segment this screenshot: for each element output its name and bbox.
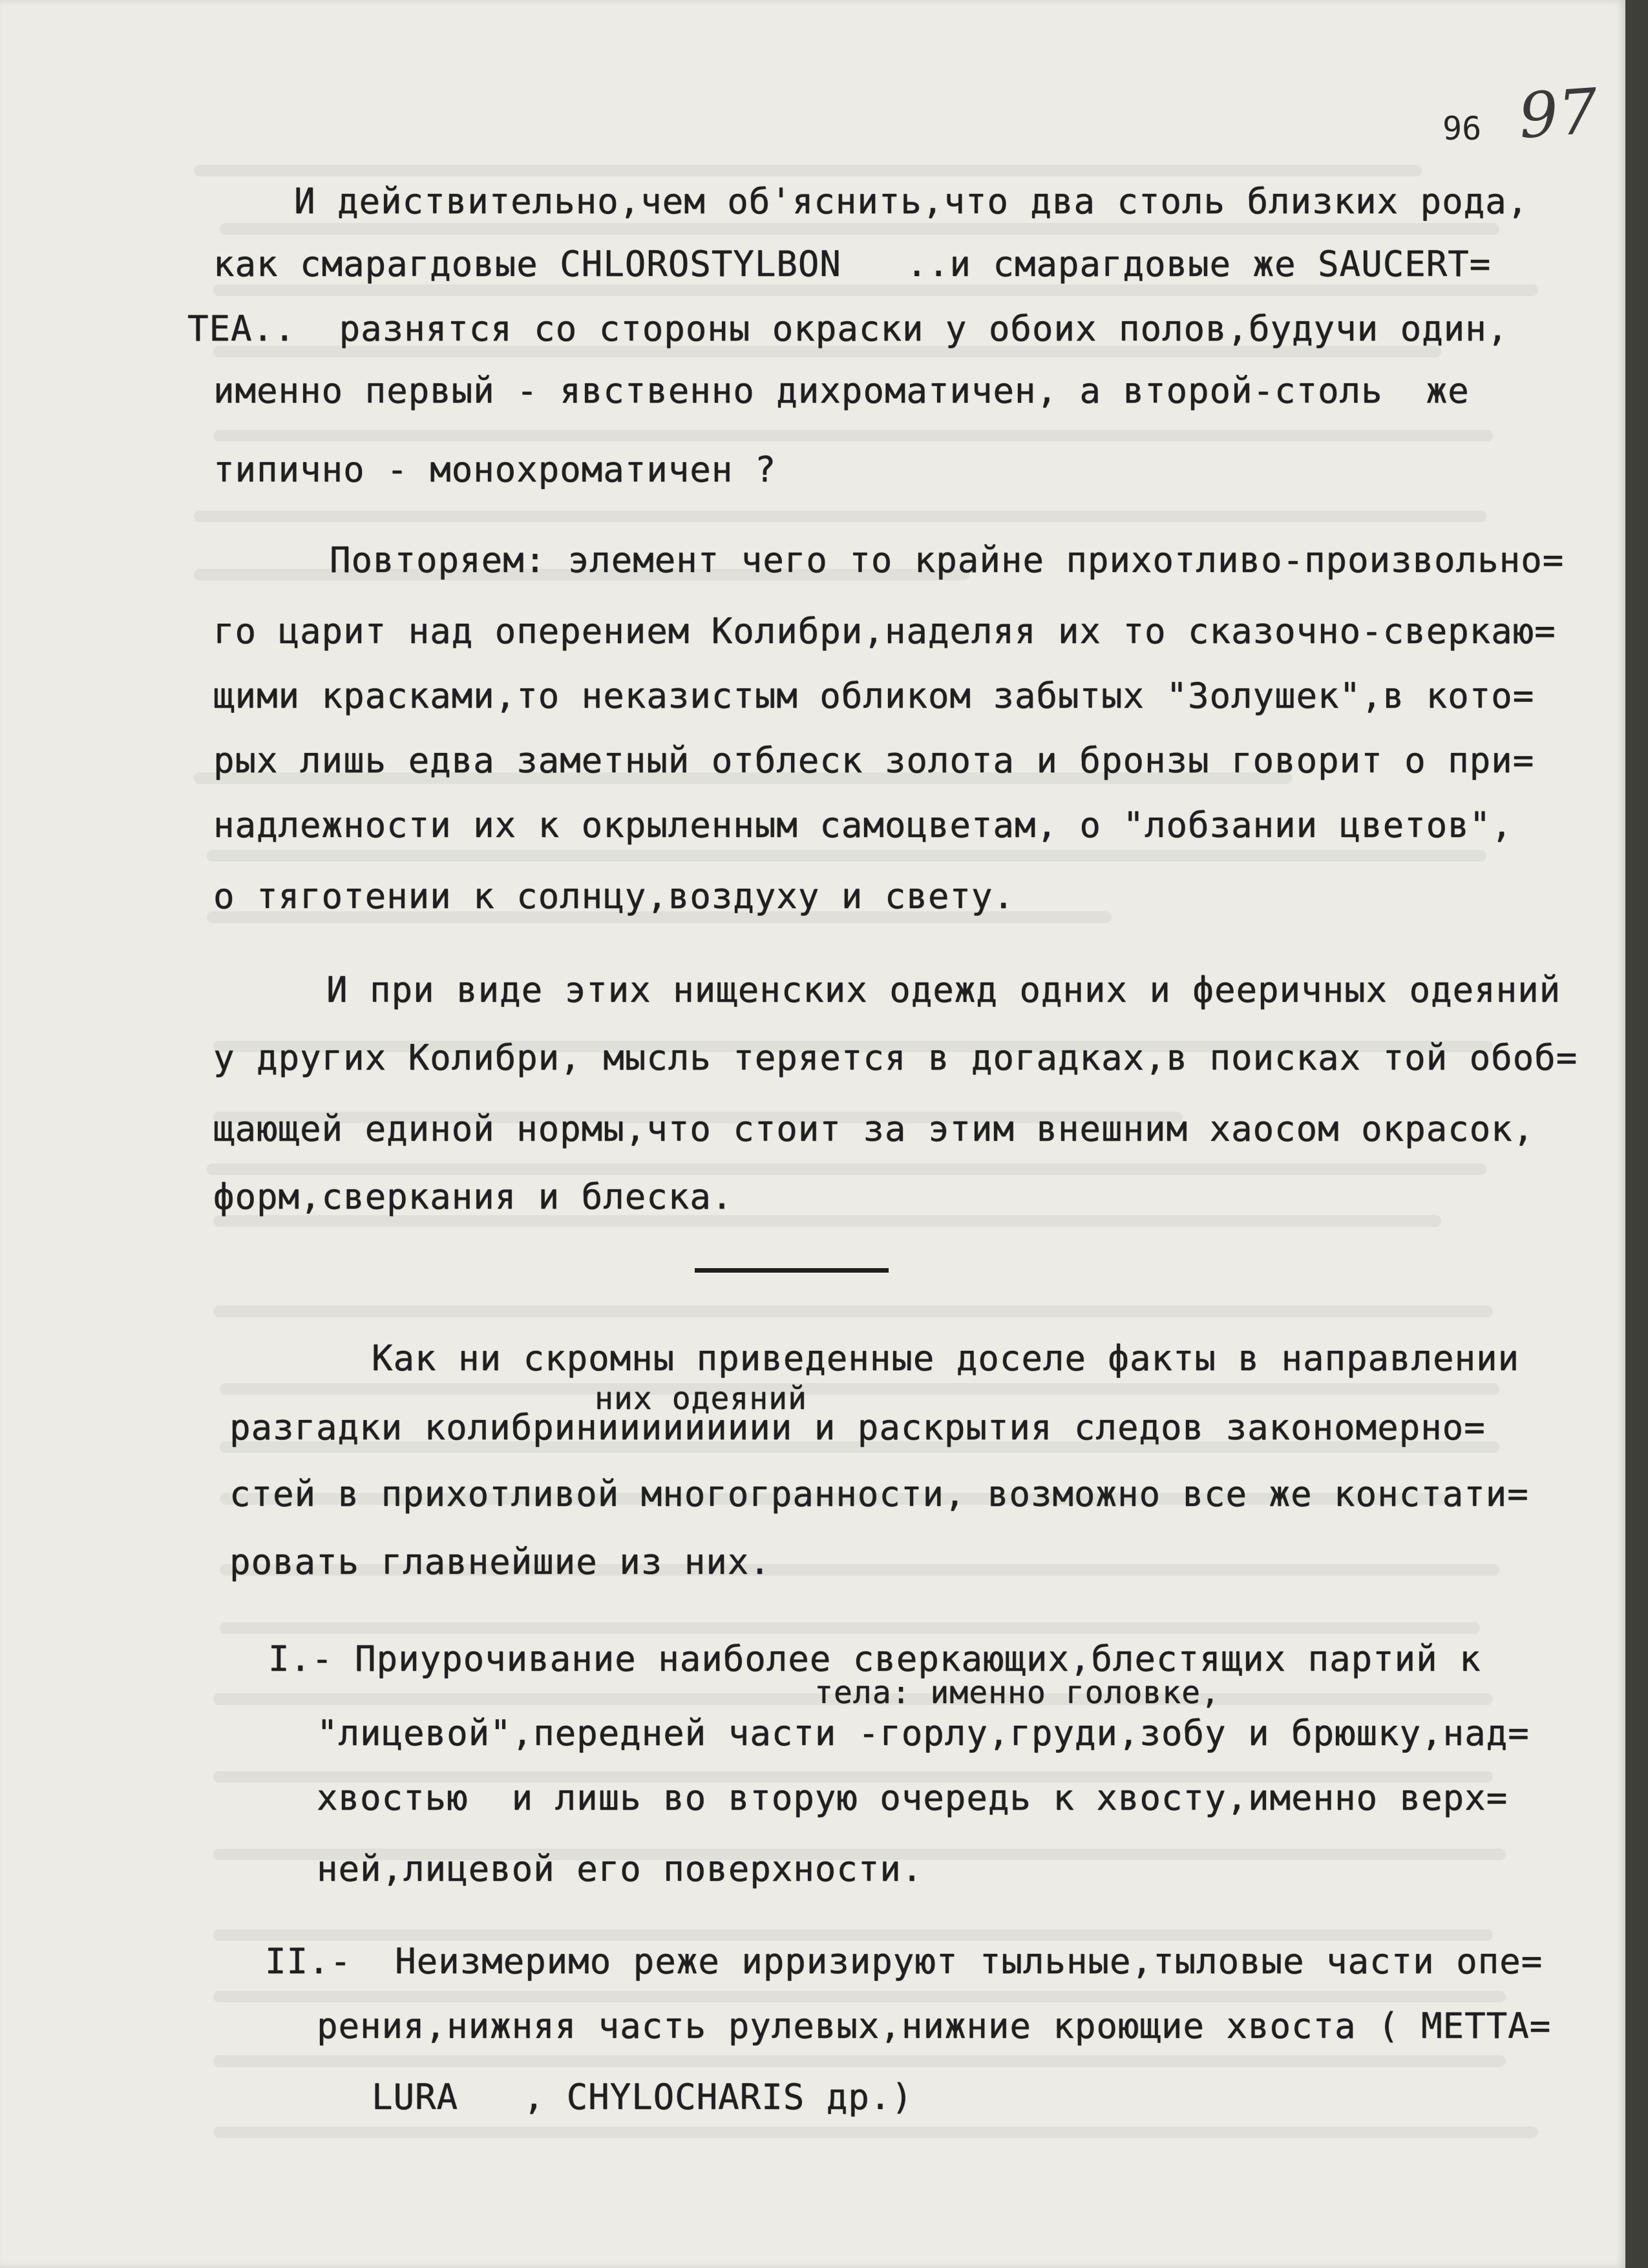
interlinear-insertion: тела: именно головке,	[814, 1675, 1220, 1711]
text-line: И при виде этих нищенских одежд одних и фееричных одеяний	[326, 970, 1561, 1010]
text-line: LURA , CHYLOCHARIS др.)	[372, 2077, 913, 2117]
scanner-background	[1625, 0, 1648, 2268]
text-line: Повторяем: элемент чего то крайне прихотливо-произвольно=	[330, 540, 1565, 580]
text-line: хвостью и лишь во вторую очередь к хвосту,именно верх=	[317, 1777, 1508, 1818]
text-line: как смарагдовые CHLOROSTYLBON ..и смарагдовые же SAUCERT=	[213, 244, 1492, 284]
text-line: о тяготении к солнцу,воздуху и свету.	[213, 876, 1015, 917]
text-line: рения,нижняя часть рулевых,нижние кроющие хвоста ( METTA=	[317, 2006, 1552, 2046]
text-line: го царит над оперением Колибри,наделяя их то сказочно-сверкаю=	[213, 611, 1556, 652]
text-line: ровать главнейшие из них.	[229, 1542, 771, 1582]
handwritten-page-number: 97	[1516, 74, 1600, 153]
text-line: именно первый - явственно дихроматичен, а второй-столь же	[213, 370, 1470, 411]
text-line: у других Колибри, мысль теряется в догадках,в поисках той обоб=	[213, 1037, 1578, 1078]
page-number: 96	[1442, 110, 1482, 147]
text-line: Как ни скромны приведенные доселе факты в направлении	[372, 1338, 1520, 1379]
text-line: разгадки колибриниииииииии и раскрытия следов закономерно=	[229, 1407, 1486, 1448]
text-line: типично - монохроматичен ?	[213, 449, 777, 490]
text-line: И действительно,чем об'яснить,что два столь близких рода,	[294, 181, 1529, 222]
text-line: ней,лицевой его поверхности.	[317, 1849, 924, 1889]
text-line: щающей единой нормы,что стоит за этим внешним хаосом окрасок,	[213, 1108, 1535, 1149]
text-line: щими красками,то неказистым обликом забытых "Золушек",в кото=	[213, 675, 1535, 716]
interlinear-insertion: них одеяний	[595, 1381, 807, 1417]
text-line: "лицевой",передней части -горлу,груди,зобу и брюшку,над=	[317, 1713, 1530, 1754]
text-line: надлежности их к окрыленным самоцветам, о "лобзании цветов",	[213, 805, 1513, 845]
text-line: стей в прихотливой многогранности, возможно все же констати=	[229, 1474, 1529, 1514]
text-line: TEA.. разнятся со стороны окраски у обоих полов,будучи один,	[187, 308, 1509, 349]
section-divider	[695, 1268, 889, 1273]
text-line: форм,сверкания и блеска.	[213, 1176, 734, 1217]
text-line: рых лишь едва заметный отблеск золота и бронзы говорит о при=	[213, 740, 1535, 781]
list-item: I.- Приурочивание наиболее сверкающих,блестящих партий к	[268, 1638, 1481, 1679]
list-item: II.- Неизмеримо реже ирризируют тыльные,тыловые части опе=	[265, 1941, 1543, 1982]
